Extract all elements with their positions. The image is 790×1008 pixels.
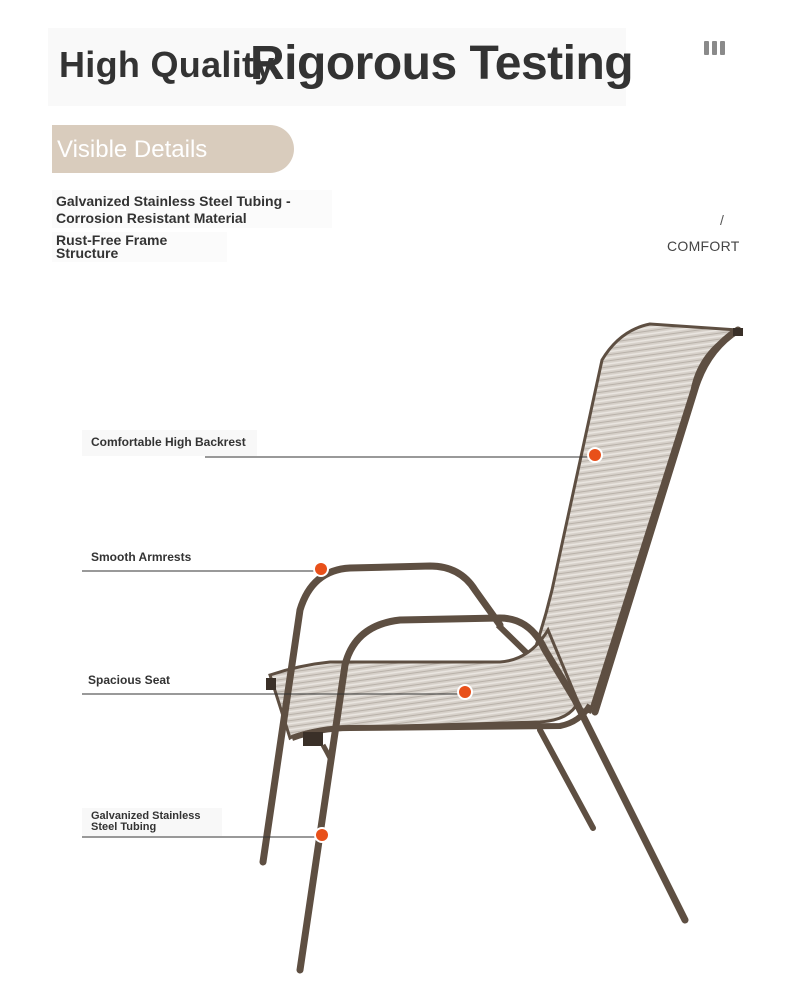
comfort-label: COMFORT [667,238,740,254]
title-rigorous-testing: Rigorous Testing [250,37,634,90]
back-leg-right [540,730,593,828]
callout-label-seat: Spacious Seat [88,673,171,687]
description-frame: Rust-Free Frame Structure [56,232,168,261]
callout-label-backrest: Comfortable High Backrest [91,435,246,449]
seat-mesh [270,630,578,738]
visible-details-label: Visible Details [57,136,208,163]
callout-label-armrests: Smooth Armrests [91,550,192,564]
backrest-cap [733,328,743,336]
seat-cap [266,678,276,690]
callout-dot-armrests [313,561,329,577]
title-high-quality: High Quality [59,44,275,85]
callout-dot-seat [457,684,473,700]
callout-dot-tubing [314,827,330,843]
callout-label-tubing: Galvanized Stainless Steel Tubing [91,810,201,833]
callout-dot-backrest [587,447,603,463]
slash-mark: / [720,212,724,228]
seat-bracket [303,732,323,746]
description-tubing: Galvanized Stainless Steel Tubing - Corrosion Resistant Material [56,193,291,226]
